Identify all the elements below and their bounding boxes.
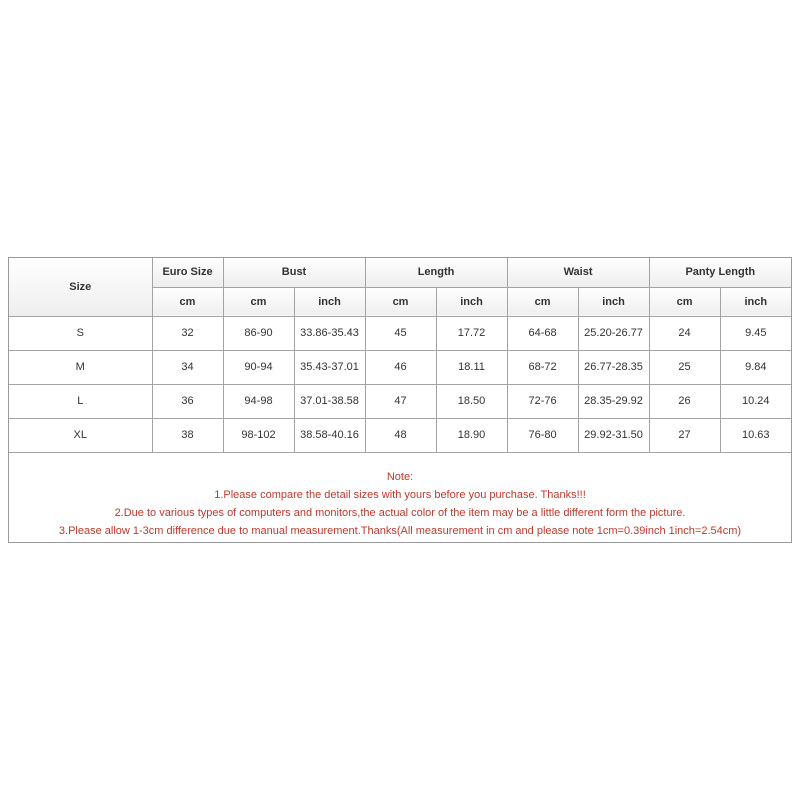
- cell-euro: 32: [152, 316, 223, 350]
- unit-bust-cm: cm: [223, 287, 294, 316]
- unit-waist-cm: cm: [507, 287, 578, 316]
- cell-length-inch: 17.72: [436, 316, 507, 350]
- cell-length-inch: 18.11: [436, 350, 507, 384]
- unit-length-cm: cm: [365, 287, 436, 316]
- cell-bust-inch: 38.58-40.16: [294, 418, 365, 452]
- cell-size: XL: [9, 418, 152, 452]
- unit-waist-inch: inch: [578, 287, 649, 316]
- table-row: [9, 384, 791, 418]
- unit-euro-cm: cm: [152, 287, 223, 316]
- cell-euro: 38: [152, 418, 223, 452]
- cell-waist-cm: 72-76: [507, 384, 578, 418]
- cell-waist-inch: 26.77-28.35: [578, 350, 649, 384]
- note-line-1: 1.Please compare the detail sizes with yours before you purchase. Thanks!!!: [214, 489, 586, 501]
- cell-length-cm: 48: [365, 418, 436, 452]
- cell-length-cm: 45: [365, 316, 436, 350]
- notes-section: [9, 468, 791, 540]
- cell-size: M: [9, 350, 152, 384]
- cell-bust-cm: 98-102: [223, 418, 294, 452]
- header-bust: Bust: [223, 258, 365, 287]
- cell-panty-cm: 24: [649, 316, 720, 350]
- cell-bust-inch: 33.86-35.43: [294, 316, 365, 350]
- table-row: [9, 418, 791, 452]
- header-panty-length: Panty Length: [649, 258, 791, 287]
- cell-panty-cm: 25: [649, 350, 720, 384]
- cell-euro: 34: [152, 350, 223, 384]
- cell-panty-inch: 10.24: [720, 384, 791, 418]
- note-line-2: 2.Due to various types of computers and monitors,the actual color of the item may be a little different form the picture.: [114, 507, 686, 519]
- cell-bust-cm: 90-94: [223, 350, 294, 384]
- table-row: [9, 350, 791, 384]
- unit-panty-inch: inch: [720, 287, 791, 316]
- cell-size: L: [9, 384, 152, 418]
- cell-length-cm: 46: [365, 350, 436, 384]
- header-waist: Waist: [507, 258, 649, 287]
- cell-panty-inch: 10.63: [720, 418, 791, 452]
- cell-bust-cm: 94-98: [223, 384, 294, 418]
- cell-panty-cm: 27: [649, 418, 720, 452]
- table-row: [9, 316, 791, 350]
- cell-euro: 36: [152, 384, 223, 418]
- cell-waist-cm: 64-68: [507, 316, 578, 350]
- cell-length-inch: 18.50: [436, 384, 507, 418]
- note-line-3: 3.Please allow 1-3cm difference due to manual measurement.Thanks(All measurement in cm and please note 1cm=0.39inch 1inch=2.54cm): [58, 525, 742, 537]
- size-chart: [8, 257, 792, 543]
- header-size: Size: [9, 258, 152, 316]
- cell-size: S: [9, 316, 152, 350]
- cell-waist-inch: 25.20-26.77: [578, 316, 649, 350]
- unit-bust-inch: inch: [294, 287, 365, 316]
- cell-panty-inch: 9.45: [720, 316, 791, 350]
- cell-bust-cm: 86-90: [223, 316, 294, 350]
- cell-waist-inch: 28.35-29.92: [578, 384, 649, 418]
- cell-length-cm: 47: [365, 384, 436, 418]
- unit-panty-cm: cm: [649, 287, 720, 316]
- cell-waist-inch: 29.92-31.50: [578, 418, 649, 452]
- header-euro-size: Euro Size: [152, 258, 223, 287]
- cell-bust-inch: 37.01-38.58: [294, 384, 365, 418]
- cell-length-inch: 18.90: [436, 418, 507, 452]
- cell-waist-cm: 76-80: [507, 418, 578, 452]
- size-table: [9, 258, 791, 453]
- cell-panty-inch: 9.84: [720, 350, 791, 384]
- cell-bust-inch: 35.43-37.01: [294, 350, 365, 384]
- cell-waist-cm: 68-72: [507, 350, 578, 384]
- unit-length-inch: inch: [436, 287, 507, 316]
- notes-title: Note:: [386, 471, 414, 483]
- cell-panty-cm: 26: [649, 384, 720, 418]
- header-length: Length: [365, 258, 507, 287]
